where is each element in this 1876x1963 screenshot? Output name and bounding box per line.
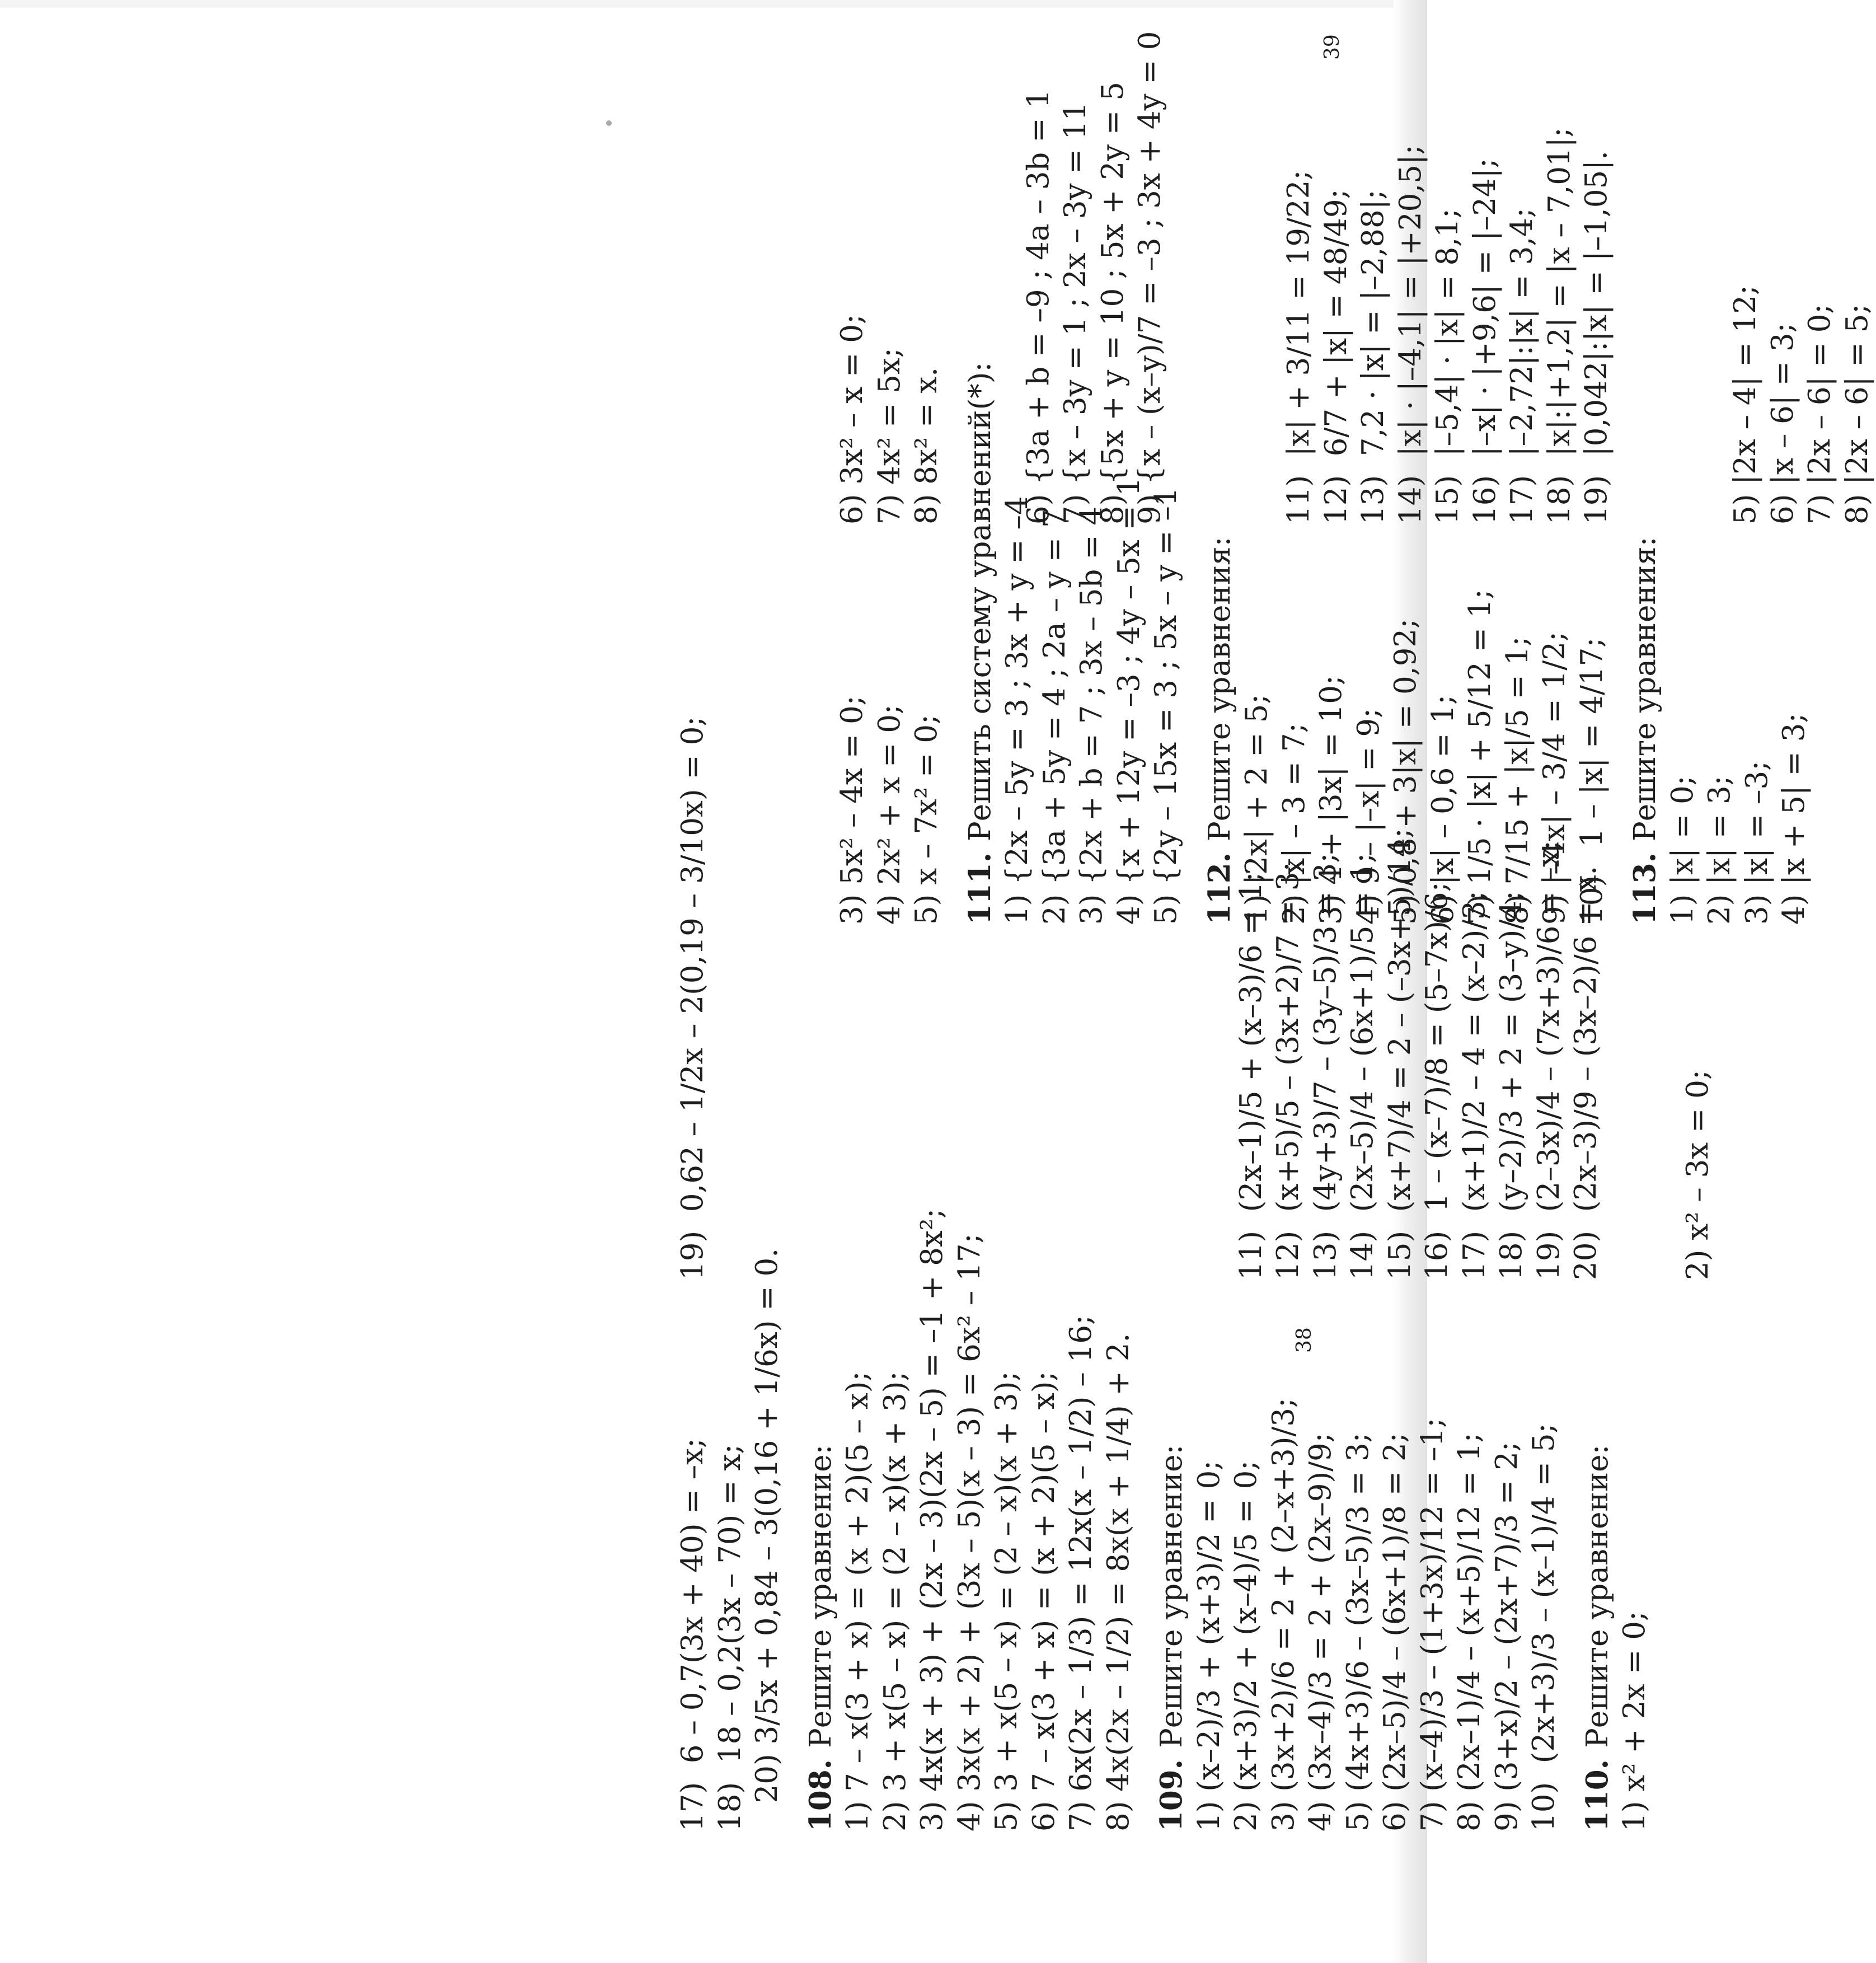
- exercise-instruction: Решите уравнение:: [1155, 1444, 1189, 1748]
- equation-item: 6) (2x–5)/4 – (6x+1)/8 = 2;: [1378, 1432, 1412, 1831]
- equation-item: 1) x² + 2x = 0;: [1617, 1611, 1652, 1831]
- equation-item: 11) |x| + 3/11 = 19/22;: [1282, 170, 1316, 524]
- equation-item: 8) (2x–1)/4 – (x+5)/12 = 1;: [1452, 1432, 1486, 1831]
- right-page-column-b: [834, 31, 1876, 524]
- equation-item: 12) (x+5)/5 – (3x+2)/7 = 3;: [1271, 861, 1305, 1280]
- equation-item: 20) (2x–3)/9 – (3x–2)/6 = x.: [1569, 865, 1603, 1280]
- equation-item: 5) 3 + x(5 – x) = (2 – x)(x + 3);: [989, 1371, 1024, 1831]
- exercise-number: 109.: [1154, 1759, 1189, 1831]
- equation-item: 5) {2y – 15x = 3 ; 5x – y = –1: [1149, 487, 1183, 925]
- equation-item: 13) 7,2 · |x| = |–2,88|;: [1356, 189, 1390, 524]
- equation-item: 3) (3x+2)/6 = 2 + (2–x+3)/3;: [1266, 1398, 1301, 1831]
- section-gap: [1137, 1272, 1153, 1831]
- page-number-left: 38: [1293, 1327, 1316, 1353]
- equation-item: 11) (2x–1)/5 + (x–3)/6 = 1;: [1234, 872, 1268, 1280]
- equation-item: 10) (2x+3)/3 – (x–1)/4 = 5;: [1527, 1423, 1561, 1831]
- equation-item: 9) {x – (x–y)/7 = –3 ; 3x + 4y = 0: [1133, 31, 1167, 524]
- section-gap: [1185, 488, 1201, 925]
- equation-item: 2) |x| = 3;: [1703, 775, 1737, 925]
- equation-item: 19) |0,042|:|x| = |–1,05|.: [1579, 151, 1614, 524]
- exercise-instruction: Решите уравнение:: [1580, 1444, 1615, 1748]
- equation-item: 6) {3a + b = –9 ; 4a – 3b = 1: [1021, 89, 1056, 524]
- exercise-number: 113.: [1628, 852, 1662, 925]
- equation-item: 6) 7 – x(3 + x) = (x + 2)(5 – x);: [1026, 1371, 1061, 1831]
- equation-item: 18) |x|:|+1,2| = |x – 7,01|;: [1542, 127, 1577, 524]
- equation-item: 5) |2x – 4| = 12;: [1728, 285, 1762, 524]
- section-gap: [1611, 488, 1626, 925]
- exercise-instruction: Решить систему уравнений(*):: [963, 362, 997, 841]
- equation-item: 8) 8x² = x.: [909, 367, 944, 524]
- equation-item: 10) 1 – |x| = 4/17;: [1574, 637, 1609, 925]
- equation-item: 15) (x+7)/4 = 2 – (–3x+5)/14;: [1382, 828, 1417, 1280]
- equation-item: 2) (x+3)/2 + (x–4)/5 = 0;: [1229, 1460, 1263, 1831]
- equation-item: 8) 4x(2x – 1/2) = 8x(x + 1/4) + 2.: [1101, 1333, 1136, 1831]
- equation-item: 2) x² – 3x = 0;: [1680, 1070, 1715, 1280]
- exercise-heading: [802, 1272, 840, 1831]
- exercise-heading: [1201, 488, 1239, 925]
- equation-item: 18) (y–2)/3 + 2 = (3–y)/4;: [1494, 891, 1528, 1280]
- equation-item: 7) 6x(2x – 1/3) = 12x(x – 1/2) – 16;: [1064, 1315, 1098, 1831]
- left-page-column-a: [674, 1208, 1654, 1831]
- section-gap: [1563, 1272, 1579, 1831]
- equation-item: 6) 3x² – x = 0;: [835, 314, 869, 524]
- equation-item: 4) 9 – |–x| = 9;: [1351, 708, 1386, 925]
- equation-item: 7) {x – 3y = 1 ; 2x – 3y = 11: [1058, 101, 1092, 524]
- equation-item: 5) (4x+3)/6 – (3x–5)/3 = 3;: [1340, 1432, 1375, 1831]
- equation-item: 14) (2x–5)/4 – (6x+1)/5 = 1;: [1345, 852, 1380, 1280]
- equation-item: 17) (x+1)/2 – 4 = (x–2)/3;: [1457, 891, 1492, 1280]
- equation-item: 7) |2x – 6| = 0;: [1803, 303, 1837, 524]
- equation-item: 3) 4x(x + 3) + (2x – 3)(2x – 5) = –1 + 8x²;: [915, 1208, 949, 1831]
- page-number-right: 39: [1321, 34, 1344, 60]
- equation-item: 2) 3 + x(5 – x) = (2 – x)(x + 3);: [878, 1371, 912, 1831]
- equation-item: 5) 0,8 + 3|x| = 0,92;: [1389, 619, 1423, 925]
- equation-item: 1) {2x – 5y = 3 ; 3x + y = –4: [1000, 496, 1034, 925]
- scan-dot: [606, 120, 612, 126]
- equation-item: 4) 3x(x + 2) + (3x – 5)(x – 3) = 6x² – 17;: [952, 1233, 987, 1831]
- equation-item: 4) {x + 12y = –3 ; 4y – 5x = 1: [1111, 477, 1146, 925]
- equation-item: 13) (4y+3)/7 – (3y–5)/3 = 3;: [1308, 852, 1343, 1280]
- equation-item: 3) |x| = –3;: [1739, 760, 1774, 925]
- exercise-instruction: Решите уравнения:: [1628, 536, 1662, 841]
- equation-item: 1) |x| = 0;: [1665, 775, 1700, 925]
- exercise-instruction: Решите уравнение:: [803, 1444, 838, 1748]
- equation-item: 2) {3a + 5y = 4 ; 2a – y = 7: [1037, 509, 1072, 925]
- equation-item: 3) 5x² – 4x = 0;: [835, 695, 869, 925]
- equation-item: 20) 3/5x + 0,84 – 3(0,16 + 1/6x) = 0.: [750, 1248, 784, 1831]
- equation-item: 7) 4x² = 5x;: [872, 348, 907, 524]
- exercise-heading: [1579, 1272, 1617, 1831]
- equation-item: 7) (x–4)/3 – (1+3x)/12 = –1;: [1415, 1417, 1450, 1831]
- equation-item: 19) 0,62 – 1/2x – 2(0,19 – 3/10x) = 0;: [676, 716, 710, 1280]
- exercise-number: 112.: [1202, 852, 1237, 925]
- equation-item: 16) 1 – (x–7)/8 = (5–7x)/6;: [1420, 882, 1454, 1280]
- exercise-number: 111.: [962, 852, 997, 925]
- equation-item: 18) 18 – 0,2(3x – 70) = x;: [712, 1444, 747, 1831]
- equation-item: 3) {2x + b = 7 ; 3x – 5b = 4: [1075, 506, 1109, 925]
- equation-item: 17) 6 – 0,7(3x + 40) = –x;: [676, 1438, 710, 1831]
- equation-item: 19) (2–3x)/4 – (7x+3)/6 = –x;: [1531, 840, 1566, 1280]
- exercise-heading: [1626, 488, 1664, 925]
- equation-item: 7) 1/5 · |x| + 5/12 = 1;: [1463, 589, 1497, 925]
- equation-item: 14) |x| · |–4,1| = |+20,5|;: [1393, 144, 1428, 524]
- section-gap: [786, 1272, 802, 1831]
- exercise-number: 108.: [803, 1759, 838, 1831]
- equation-item: 16) |–x| · |+9,6| = |–24|;: [1467, 158, 1502, 524]
- equation-item: 1) |2x| + 2 = 5;: [1240, 694, 1274, 925]
- equation-item: 6) |x| – 0,6 = 1;: [1425, 694, 1460, 925]
- exercise-heading: [1153, 1272, 1191, 1831]
- equation-item: 2) |x| – 3 = 7;: [1277, 723, 1311, 925]
- exercise-instruction: Решите уравнения:: [1202, 536, 1237, 841]
- equation-item: 4) (3x–4)/3 = 2 + (2x–9)/9;: [1303, 1432, 1338, 1831]
- equation-item: 9) |–4x| – 3/4 = 1/2;: [1537, 631, 1572, 925]
- equation-item: 15) |–5,4| · |x| = 8,1;: [1431, 208, 1465, 524]
- equation-item: 9) (3+x)/2 – (2x+7)/3 = 2;: [1489, 1441, 1524, 1831]
- equation-item: 17) |–2,72|:|x| = 3,4;: [1505, 208, 1539, 524]
- exercise-number: 110.: [1579, 1759, 1615, 1831]
- exercise-heading: [962, 362, 1000, 925]
- equation-item: 8) 7/15 + |x|/5 = 1;: [1500, 636, 1535, 925]
- equation-item: 6) |x – 6| = 3;: [1765, 322, 1800, 524]
- equation-item: 3) 4 + |3x| = 10;: [1314, 675, 1348, 925]
- equation-item: 8) {5x + y = 10 ; 5x + 2y = 5: [1095, 82, 1130, 524]
- section-gap: [946, 488, 962, 925]
- equation-item: 8) |2x – 6| = 5;: [1840, 303, 1874, 524]
- equation-item: 12) 6/7 + |x| = 48/49;: [1319, 189, 1353, 524]
- equation-item: 5) x – 7x² = 0;: [909, 714, 944, 925]
- column-spacer: [946, 38, 1020, 524]
- equation-item: 1) (x–2)/3 + (x+3)/2 = 0;: [1192, 1460, 1226, 1831]
- column-spacer: [1169, 38, 1281, 524]
- equation-item: 4) 2x² + x = 0;: [872, 704, 907, 925]
- column-spacer: [1616, 38, 1728, 524]
- equation-item: 1) 7 – x(3 + x) = (x + 2)(5 – x);: [841, 1371, 875, 1831]
- equation-item: 4) |x + 5| = 3;: [1777, 713, 1811, 925]
